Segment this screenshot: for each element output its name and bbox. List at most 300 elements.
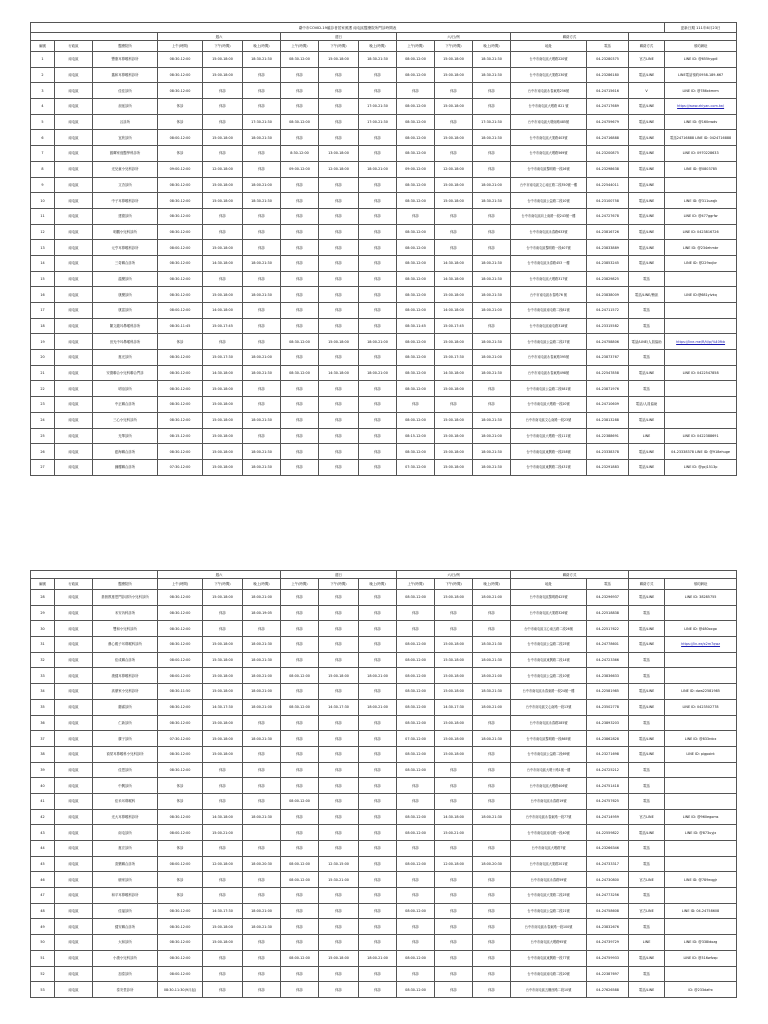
column-header: 下午(時間) xyxy=(203,579,243,590)
table-cell: 17:00-21:30 xyxy=(359,99,397,115)
table-cell: 08:00-12:00 xyxy=(158,966,203,982)
table-cell: 08:30-12:00 xyxy=(281,52,319,68)
table-cell: 休診 xyxy=(281,130,319,146)
table-cell: 休診 xyxy=(203,950,243,966)
table-row xyxy=(31,684,737,700)
column-header: 電話 xyxy=(587,579,629,590)
table-cell: 25 xyxy=(31,428,55,444)
column-header: 地址 xyxy=(511,579,587,590)
column-header: 晚上(時間) xyxy=(473,41,511,52)
table-cell: 休診 xyxy=(281,412,319,428)
table-cell: 南屯區 xyxy=(55,621,93,637)
column-header: 下午(時間) xyxy=(319,579,359,590)
table-cell: 台中市南屯區大業路403號 xyxy=(511,130,587,146)
table-cell: 台中市南屯區南屯路318號 xyxy=(511,318,587,334)
table-cell: 休診 xyxy=(281,381,319,397)
table-row xyxy=(31,888,737,904)
table-cell xyxy=(665,668,737,684)
table-row xyxy=(31,350,737,366)
table-cell: 14:30-18:00 xyxy=(203,365,243,381)
table-cell: 休診 xyxy=(473,146,511,162)
table-cell: 休診 xyxy=(359,888,397,904)
table-cell: 08:30-12:00 xyxy=(158,52,203,68)
table-cell: 台中市南屯區永春路76 號 xyxy=(511,287,587,303)
table-row xyxy=(31,809,737,825)
table-cell: 基督教惠恩門診部所小兒科診所 xyxy=(93,590,158,606)
table-cell: 15:00-18:00 xyxy=(435,381,473,397)
table-cell: 宜欣診所 xyxy=(93,130,158,146)
table-cell: 18:30-21:30 xyxy=(243,52,281,68)
column-header: 行政區 xyxy=(55,41,93,52)
table-cell: LINE ID: 0422547858 xyxy=(665,365,737,381)
table-cell: 電話/LINE xyxy=(629,365,665,381)
table-cell: 18:00-21:30 xyxy=(243,919,281,935)
table-cell: 15:00-21:00 xyxy=(435,825,473,841)
table-cell: 15:00-18:00 xyxy=(435,459,473,475)
table-cell: 休診 xyxy=(203,271,243,287)
table-cell: 04-24751418 xyxy=(587,778,629,794)
table-cell: 休診 xyxy=(281,809,319,825)
table-cell: 南屯區 xyxy=(55,161,93,177)
table-row xyxy=(31,793,737,809)
table-cell: 康樂診所 xyxy=(93,287,158,303)
table-cell xyxy=(665,397,737,413)
table-cell: 頤家診所 xyxy=(93,872,158,888)
table-cell: 電話 xyxy=(629,778,665,794)
table-cell: 18:00-21:00 xyxy=(243,177,281,193)
table-cell: 休診 xyxy=(435,83,473,99)
table-cell: 休診 xyxy=(158,334,203,350)
table-cell xyxy=(665,856,737,872)
table-cell: 休診 xyxy=(281,762,319,778)
table-cell: 電話/LINE xyxy=(629,444,665,460)
table-cell: 3 xyxy=(31,83,55,99)
table-cell: 休診 xyxy=(203,762,243,778)
table-cell: 08:30-12:00 xyxy=(158,590,203,606)
table-cell: 休診 xyxy=(359,684,397,700)
table-cell: 08:00-12:00 xyxy=(158,240,203,256)
table-row xyxy=(31,950,737,966)
table-cell: 休診 xyxy=(243,240,281,256)
table-cell: 04-23266346 xyxy=(587,841,629,857)
table-cell: 台中市南屯區永春路59號 xyxy=(511,872,587,888)
table-cell: 休診 xyxy=(359,255,397,271)
table-cell: 18:00-21:30 xyxy=(473,255,511,271)
column-header: 聯絡方式 xyxy=(629,41,665,52)
table-cell: 鑫和耳鼻喉科診所 xyxy=(93,67,158,83)
table-cell: 12:30-15:00 xyxy=(319,856,359,872)
table-cell: 休診 xyxy=(359,715,397,731)
table-cell: 休診 xyxy=(473,982,511,998)
table-cell: 15:00-18:00 xyxy=(435,668,473,684)
table-cell: 08:00-12:00 xyxy=(397,334,435,350)
table-cell: 南屯區 xyxy=(55,825,93,841)
table-cell: 休診 xyxy=(319,966,359,982)
table-cell xyxy=(665,841,737,857)
table-cell: LINE ID: @960egoms xyxy=(665,809,737,825)
table-cell: 08:30-12:00 xyxy=(397,746,435,762)
table-cell: 08:30-12:00 xyxy=(281,699,319,715)
table-cell: 6 xyxy=(31,130,55,146)
table-cell: 18:00-21:00 xyxy=(359,950,397,966)
table-cell: 08:30-12:00 xyxy=(158,381,203,397)
table-cell: 康富診所 xyxy=(93,303,158,319)
table-cell: 15:00-17:45 xyxy=(203,318,243,334)
schedule-table-2 xyxy=(30,570,737,998)
table-cell: 電話/LINE xyxy=(629,459,665,475)
table-cell: 休診 xyxy=(397,208,435,224)
table-cell: 休診 xyxy=(359,621,397,637)
table-cell: 休診 xyxy=(435,919,473,935)
table-cell: 休診 xyxy=(397,935,435,951)
table-cell: 休診 xyxy=(473,83,511,99)
table-cell: 13:00-18:00 xyxy=(319,146,359,162)
table-cell: 08:00-12:00 xyxy=(158,130,203,146)
table-cell: 08:30-12:00 xyxy=(397,762,435,778)
table-cell xyxy=(665,762,737,778)
table-cell: 08:30-12:00 xyxy=(158,287,203,303)
table-cell: 32 xyxy=(31,652,55,668)
table-cell: 休診 xyxy=(397,966,435,982)
table-cell: 18:00-21:30 xyxy=(243,365,281,381)
table-cell: 佳成聯合診所 xyxy=(93,652,158,668)
table-cell: 南屯區 xyxy=(55,935,93,951)
table-row xyxy=(31,903,737,919)
column-header: 晚上(時間) xyxy=(359,41,397,52)
table-cell: 安德聯合小兒科聯合門診 xyxy=(93,365,158,381)
booking-link[interactable]: https://www.zhiyan.com.tw/ xyxy=(665,99,737,115)
table-cell: 08:30-12:00 xyxy=(158,193,203,209)
table-cell: 南屯區 xyxy=(55,684,93,700)
table-cell: 休診 xyxy=(281,177,319,193)
table-cell: 休診 xyxy=(243,83,281,99)
table-row xyxy=(31,605,737,621)
table-cell: 15:00-18:00 xyxy=(435,193,473,209)
table-cell: 休診 xyxy=(243,841,281,857)
table-cell: 休診 xyxy=(359,318,397,334)
table-cell: 休診 xyxy=(473,318,511,334)
table-cell: 47 xyxy=(31,888,55,904)
table-row xyxy=(31,67,737,83)
table-cell: 休診 xyxy=(319,825,359,841)
table-cell: 小康小兒科診所 xyxy=(93,950,158,966)
table-cell: 休診 xyxy=(473,715,511,731)
table-row xyxy=(31,459,737,475)
table-cell: 南屯區 xyxy=(55,146,93,162)
table-cell: 08:15-12:00 xyxy=(158,428,203,444)
table-cell: 04-24714959 xyxy=(587,809,629,825)
header-contact: 聯絡方式 xyxy=(511,33,629,41)
table-cell: 休診 xyxy=(281,193,319,209)
table-cell: 18:00-21:30 xyxy=(473,809,511,825)
table-cell: 電話/LINE xyxy=(629,177,665,193)
table-cell: 08:00-12:00 xyxy=(281,872,319,888)
table-cell: 電話/LINE xyxy=(629,637,665,653)
table-cell: 休診 xyxy=(319,459,359,475)
table-cell: 休診 xyxy=(203,605,243,621)
column-header: 預約網址 xyxy=(665,579,737,590)
table-cell: 休診 xyxy=(243,334,281,350)
table-cell: 休診 xyxy=(473,888,511,904)
table-cell: LINE ID: @480ocgo xyxy=(665,621,737,637)
table-cell: 休診 xyxy=(359,303,397,319)
table-cell: 台中市南屯區公益路二段581號 xyxy=(511,381,587,397)
table-cell: 台中市南屯區大業路201號 xyxy=(511,856,587,872)
table-cell: 42 xyxy=(31,809,55,825)
table-cell: 15:00-18:00 xyxy=(203,193,243,209)
table-cell: 18:00-20:30 xyxy=(243,856,281,872)
table-cell: 電話/LINE xyxy=(629,590,665,606)
table-cell: 休診 xyxy=(319,381,359,397)
table-cell: 14 xyxy=(31,255,55,271)
table-cell: 休診 xyxy=(319,590,359,606)
table-cell: LINE ID: 0423816726 xyxy=(665,224,737,240)
table-cell: 休診 xyxy=(435,935,473,951)
table-cell: 休診 xyxy=(319,652,359,668)
table-cell: 休診 xyxy=(281,684,319,700)
table-cell: LINE ID: @0803785 xyxy=(665,161,737,177)
table-cell: 休診 xyxy=(281,637,319,653)
table-cell: 休診 xyxy=(243,271,281,287)
table-row xyxy=(31,762,737,778)
table-row xyxy=(31,856,737,872)
table-cell xyxy=(665,888,737,904)
sheet-title: 臺中市COVID-19確診者居家照護 南屯區醫療院所門診時間表 xyxy=(31,23,665,33)
table-cell: 台中市南屯區公益路二段69號 xyxy=(511,746,587,762)
table-cell: 15:00-18:00 xyxy=(435,444,473,460)
table-cell: 南屯診所 xyxy=(93,825,158,841)
table-cell: 1 xyxy=(31,52,55,68)
table-cell: 08:30-11:50 xyxy=(158,684,203,700)
table-cell: 休診 xyxy=(203,83,243,99)
table-cell: 休診 xyxy=(281,428,319,444)
table-cell: 04-23298638 xyxy=(587,161,629,177)
table-cell: LINE ID: @873uyjx xyxy=(665,825,737,841)
table-cell: 休診 xyxy=(359,412,397,428)
table-cell: 健安聯合診所 xyxy=(93,919,158,935)
table-cell: 休診 xyxy=(319,114,359,130)
column-header: 上午(時間) xyxy=(158,579,203,590)
table-cell: 休診 xyxy=(359,982,397,998)
table-cell: 休診 xyxy=(319,240,359,256)
table-cell: 15:30-21:00 xyxy=(319,872,359,888)
table-cell: 08:00-12:00 xyxy=(281,668,319,684)
table-cell: 08:00-12:00 xyxy=(397,412,435,428)
table-cell: 光華診所 xyxy=(93,428,158,444)
table-cell: 休診 xyxy=(359,746,397,762)
table-cell: 休診 xyxy=(243,208,281,224)
table-cell: 休診 xyxy=(319,444,359,460)
column-header: 編號 xyxy=(31,579,55,590)
table-cell: 休診 xyxy=(473,605,511,621)
table-cell: 18:30-21:30 xyxy=(243,193,281,209)
table-cell: 中正聯合診所 xyxy=(93,397,158,413)
table-cell: LINE ID: 04-24758608 xyxy=(665,903,737,919)
table-cell: 休診 xyxy=(243,888,281,904)
table-cell: 休診 xyxy=(435,903,473,919)
table-cell: 台中市南屯區永春東路498號 xyxy=(511,365,587,381)
column-header: 上午(時間) xyxy=(158,41,203,52)
table-cell: 18:00-21:00 xyxy=(473,350,511,366)
table-cell: 台中市南屯區大墩路220號 xyxy=(511,52,587,68)
table-cell xyxy=(665,303,737,319)
table-cell: 南屯區 xyxy=(55,637,93,653)
table-cell: 休診 xyxy=(203,888,243,904)
table-cell: 台中市南屯區大墩路 821 號 xyxy=(511,99,587,115)
table-cell: 18:00-21:00 xyxy=(473,303,511,319)
column-header: 上午(時間) xyxy=(397,41,435,52)
table-cell: LINE ID: @234ehmbr xyxy=(665,240,737,256)
table-row xyxy=(31,365,737,381)
table-cell: 休診 xyxy=(473,397,511,413)
table-cell: 電話 xyxy=(629,966,665,982)
table-cell: 18:00-21:30 xyxy=(243,637,281,653)
table-cell: 04-23291883 xyxy=(587,459,629,475)
table-cell: 14:30-17:30 xyxy=(203,699,243,715)
table-cell: 04-23502778 xyxy=(587,699,629,715)
column-header: 聯絡方式 xyxy=(629,579,665,590)
table-cell: 南屯區 xyxy=(55,841,93,857)
column-header: 電話 xyxy=(587,41,629,52)
table-cell: 49 xyxy=(31,919,55,935)
table-cell: 休診 xyxy=(473,872,511,888)
table-row xyxy=(31,52,737,68)
table-cell: 04-27626588 xyxy=(587,982,629,998)
table-cell: 08:00-12:00 xyxy=(397,240,435,256)
header-holiday: 六/日/例 xyxy=(397,33,511,41)
table-cell: 台中市南屯區永春路19號 xyxy=(511,793,587,809)
table-cell: 08:30-12:00 xyxy=(397,809,435,825)
table-cell: 12:00-18:00 xyxy=(319,161,359,177)
table-cell: 休診 xyxy=(435,966,473,982)
table-cell: 休診 xyxy=(319,412,359,428)
table-cell: 休診 xyxy=(319,271,359,287)
table-cell: 08:30-12:00 xyxy=(158,271,203,287)
table-cell: 08:30-12:00 xyxy=(158,412,203,428)
table-cell: 台中市南屯區文心南路一段23號 xyxy=(511,412,587,428)
table-row xyxy=(31,255,737,271)
table-cell: 台中市南屯區永春東路一段24號一樓 xyxy=(511,684,587,700)
table-cell: 18:00-21:30 xyxy=(243,287,281,303)
table-cell: 18:00-21:00 xyxy=(359,334,397,350)
header-sunday: 週日 xyxy=(281,571,397,579)
table-cell: 休診 xyxy=(473,841,511,857)
table-cell: 08:30-12:00 xyxy=(158,365,203,381)
table-cell xyxy=(665,318,737,334)
table-cell: 24 xyxy=(31,412,55,428)
table-cell: 休診 xyxy=(243,950,281,966)
booking-link[interactable]: https://lin.ee/x2m7qwz xyxy=(665,637,737,653)
table-cell: 台中市南屯區公益路二段27號 xyxy=(511,334,587,350)
table-cell: 08:30-12:00 xyxy=(158,350,203,366)
table-cell: 18:00-21:30 xyxy=(473,287,511,303)
table-row xyxy=(31,919,737,935)
table-cell: 休診 xyxy=(243,621,281,637)
table-cell: 南屯區 xyxy=(55,778,93,794)
table-cell: 04-23871976 xyxy=(587,381,629,397)
table-cell: 15:00-18:00 xyxy=(203,381,243,397)
table-cell: 休診 xyxy=(243,381,281,397)
table-cell: 15:00-17:30 xyxy=(203,350,243,366)
table-cell: 48 xyxy=(31,903,55,919)
table-cell: 電話 xyxy=(629,271,665,287)
table-cell: 04-24723366 xyxy=(587,652,629,668)
table-cell: 08:00-12:00 xyxy=(281,856,319,872)
booking-link[interactable]: https://line.me/R/ti/p/%40fkb xyxy=(665,334,737,350)
table-cell: 04-24758608 xyxy=(587,903,629,919)
table-cell: 南屯區 xyxy=(55,746,93,762)
table-cell: 建德診所 xyxy=(93,208,158,224)
table-cell: 休診 xyxy=(359,903,397,919)
table-cell: 雙和小兒科診所 xyxy=(93,621,158,637)
table-cell: 禾安內科診所 xyxy=(93,605,158,621)
table-cell: 15:00-18:00 xyxy=(203,715,243,731)
table-cell: 08:00-12:00 xyxy=(397,303,435,319)
table-cell: 電話/LINE xyxy=(629,621,665,637)
table-cell: 15:00-18:00 xyxy=(203,52,243,68)
table-cell: 15:00-18:00 xyxy=(435,590,473,606)
table-cell: 加泰診所 xyxy=(93,966,158,982)
table-cell: 台中市南屯區南屯路二段20號 xyxy=(511,966,587,982)
table-cell: 04-23200875 xyxy=(587,146,629,162)
table-row xyxy=(31,240,737,256)
table-cell: 08:30-12:00 xyxy=(397,193,435,209)
table-cell: 南屯區 xyxy=(55,459,93,475)
table-row xyxy=(31,825,737,841)
table-cell: 11 xyxy=(31,208,55,224)
table-cell: V xyxy=(629,83,665,99)
table-cell: 18:00-21:00 xyxy=(473,428,511,444)
table-cell: 南屯區 xyxy=(55,982,93,998)
table-cell: 08:30-12:00 xyxy=(158,903,203,919)
table-cell: 電話 xyxy=(629,841,665,857)
table-cell xyxy=(665,350,737,366)
table-cell: LINE ID: 0423502778 xyxy=(665,699,737,715)
table-cell: 休診 xyxy=(435,146,473,162)
table-cell: 南屯區 xyxy=(55,193,93,209)
table-cell: 南屯區 xyxy=(55,888,93,904)
table-cell: 休診 xyxy=(281,459,319,475)
table-cell: 08:30-12:00 xyxy=(158,67,203,83)
column-header: 下午(時間) xyxy=(435,41,473,52)
table-cell: 台中市南屯區永春東路一段100號 xyxy=(511,919,587,935)
table-cell: 南屯區 xyxy=(55,240,93,256)
table-cell: 15:00-18:00 xyxy=(435,177,473,193)
table-cell: 休診 xyxy=(243,966,281,982)
table-cell: 18:00-21:00 xyxy=(243,684,281,700)
table-cell: 休診 xyxy=(319,318,359,334)
table-cell: 休診 xyxy=(319,67,359,83)
table-cell: 休診 xyxy=(397,83,435,99)
column-header: 醫療院所 xyxy=(93,41,158,52)
table-cell: 休診 xyxy=(203,778,243,794)
table-cell: 15:00-18:00 xyxy=(435,715,473,731)
table-cell: 台中市南屯區五權西路二段10號 xyxy=(511,982,587,998)
table-row xyxy=(31,699,737,715)
table-cell: 台中市南屯區東興路一段258號 xyxy=(511,444,587,460)
table-cell: 台中市南屯區永春路285號 xyxy=(511,715,587,731)
header-sunday: 週日 xyxy=(281,33,397,41)
table-cell: 15:00-18:00 xyxy=(435,731,473,747)
table-cell: 休診 xyxy=(435,621,473,637)
table-cell: 高鼎家小兒科診所 xyxy=(93,684,158,700)
table-cell: 喜樂聯合診所 xyxy=(93,856,158,872)
table-cell: 14:30-18:00 xyxy=(203,809,243,825)
table-cell: LINE ID: @338ldozg xyxy=(665,935,737,951)
table-cell: 41 xyxy=(31,793,55,809)
table-cell: 15:00-17:45 xyxy=(435,318,473,334)
table-cell: 休診 xyxy=(243,778,281,794)
